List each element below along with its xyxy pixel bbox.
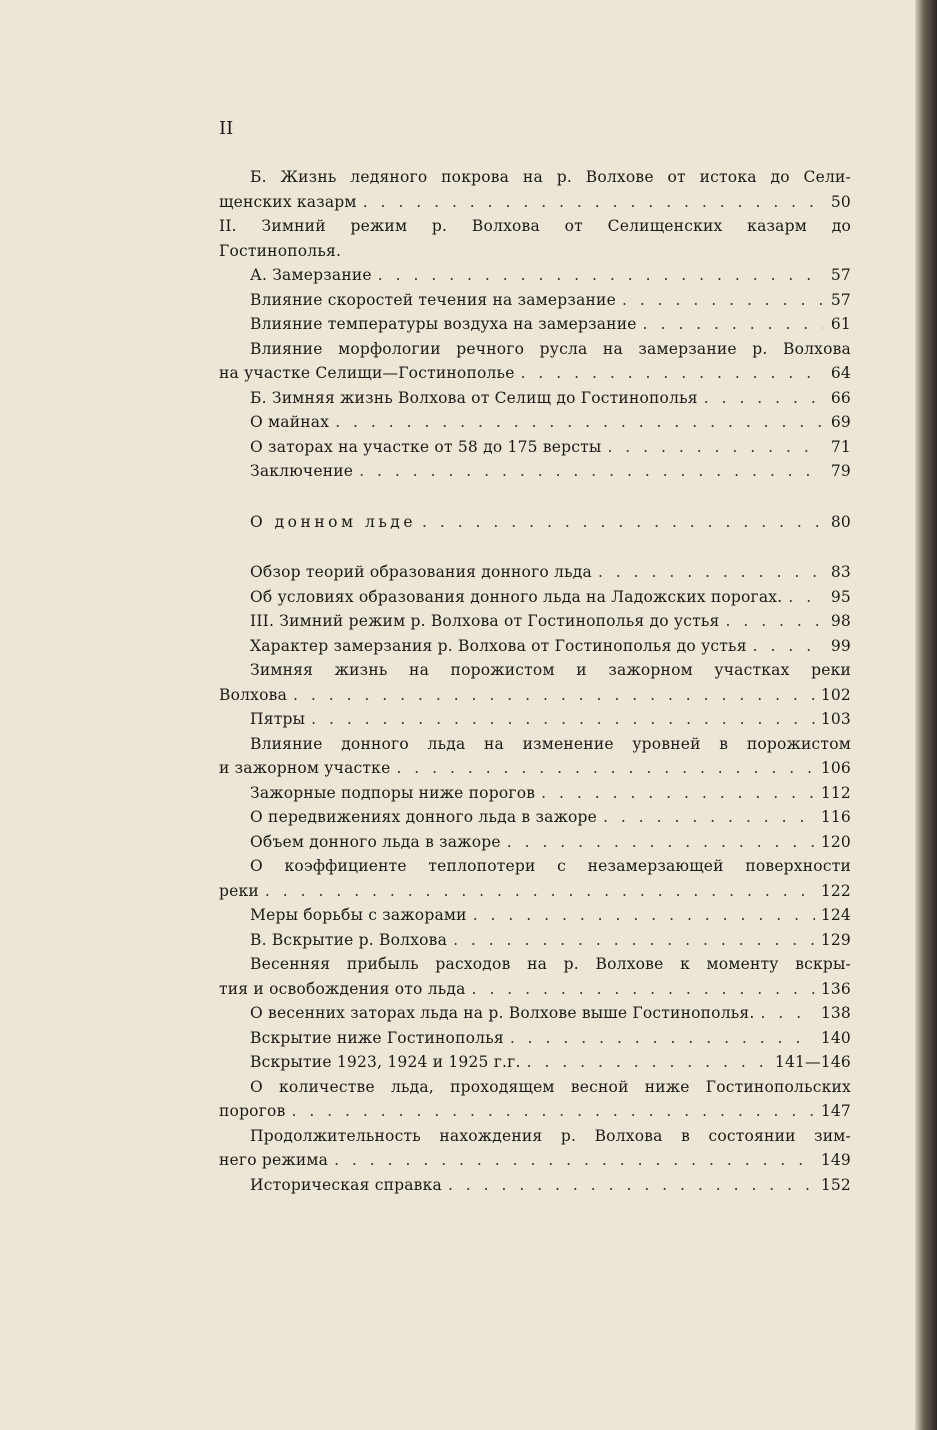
section-gap (219, 484, 851, 510)
dot-leader (311, 707, 815, 732)
toc-page-number: 99 (830, 636, 851, 655)
toc-entry (219, 658, 851, 707)
toc-entry (219, 263, 851, 288)
toc-entry-last-line (219, 830, 851, 855)
toc-entry-last-line (219, 190, 851, 215)
toc-entry-last-line (219, 386, 851, 411)
toc-entry (219, 1026, 851, 1051)
toc-entry-last-line (219, 707, 851, 732)
toc-entry (219, 165, 851, 214)
toc-entry (219, 1075, 851, 1124)
toc-page-number: 138 (820, 1004, 851, 1022)
toc-page-number: 50 (830, 192, 851, 211)
toc-entry-last-line (219, 928, 851, 953)
dot-leader (521, 361, 823, 386)
dot-leader (473, 903, 815, 928)
toc-entry (219, 585, 851, 610)
toc-entry-last-line (219, 1148, 851, 1173)
toc-entry-title: Характер замерзания р. Волхова от Гостинополья до устья (250, 636, 747, 655)
toc-entry (219, 1173, 851, 1198)
toc-page-number: 98 (830, 612, 851, 630)
dot-leader (510, 1026, 815, 1051)
toc-page-number: 149 (820, 1151, 851, 1169)
toc-entry-title: Об условиях образования донного льда на Ладожских порогах. (250, 587, 783, 606)
dot-leader (788, 585, 823, 610)
toc-entry-title: А. Замерзание (250, 266, 372, 284)
toc-page-number: 152 (820, 1175, 851, 1194)
toc-entry-title-line: Весенняя прибыль расходов на р. Волхове к моменту вскры- (250, 955, 851, 973)
dot-leader (472, 977, 815, 1002)
toc-entry-last-line (219, 435, 851, 460)
toc-entry (219, 781, 851, 806)
toc-entry-title-line: Б. Жизнь ледяного покрова на р. Волхове от истока до Сели- (250, 168, 851, 186)
dot-leader (541, 781, 815, 806)
toc-entry-last-line (219, 560, 851, 585)
toc-page-number: 141—146 (774, 1053, 851, 1071)
toc-entry-title: Влияние скоростей течения на замерзание (250, 290, 616, 309)
dot-leader (363, 190, 823, 215)
toc-entry-last-line (219, 459, 851, 484)
dot-leader (334, 1148, 815, 1173)
toc-page-number: 102 (820, 685, 851, 704)
toc-entry (219, 732, 851, 781)
toc-entry-title-line: Продолжительность нахождения р. Волхова в состоянии зим- (250, 1126, 851, 1145)
dot-leader (507, 830, 815, 855)
toc-page-number: 79 (830, 462, 851, 480)
toc-entry (219, 386, 851, 411)
toc-entry-title: Волхова (219, 685, 288, 704)
toc-entry-title: тия и освобождения ото льда (219, 979, 466, 998)
dot-leader (422, 510, 823, 535)
toc-entry-last-line (219, 361, 851, 386)
page-number: II (219, 118, 234, 139)
dot-leader (726, 609, 824, 634)
toc-entry (219, 510, 851, 535)
toc-entry-title: О майнах (250, 413, 330, 431)
dot-leader (293, 683, 815, 708)
toc-entry-title: Вскрытие 1923, 1924 и 1925 г.г. (250, 1053, 521, 1071)
toc-entry-last-line (219, 263, 851, 288)
toc-page-number: 83 (830, 563, 851, 581)
toc-entry-title-line: II. Зимний режим р. Волхова от Селищенских казарм до (219, 217, 851, 235)
dot-leader (335, 410, 823, 435)
toc-entry (219, 337, 851, 386)
toc-entry-title-line: О коэффициенте теплопотери с незамерзающей поверхности (250, 857, 851, 875)
toc-entry-title: В. Вскрытие р. Волхова (250, 930, 448, 949)
toc-entry (219, 805, 851, 830)
toc-page-number: 71 (830, 437, 851, 456)
toc-entry-last-line (219, 781, 851, 806)
toc-entry (219, 952, 851, 1001)
toc-entry-title-line: О количестве льда, проходящем весной ниже Гостинопольских (250, 1077, 851, 1096)
toc-entry-title: и зажорном участке (219, 759, 391, 777)
toc-entry (219, 288, 851, 313)
toc-entry-title: Влияние температуры воздуха на замерзание (250, 315, 637, 333)
toc-entry-title: Обзор теорий образования донного льда (250, 563, 592, 581)
dot-leader (598, 560, 823, 585)
toc-entry (219, 1124, 851, 1173)
toc-entry (219, 1001, 851, 1026)
dot-leader (607, 435, 823, 460)
toc-entry-last-line (219, 510, 851, 535)
dot-leader (292, 1099, 815, 1124)
toc-entry-title-line: Зимняя жизнь на порожистом и зажорном участках реки (250, 661, 851, 679)
toc-entry-title: О передвижениях донного льда в зажоре (250, 808, 598, 826)
dot-leader (753, 634, 823, 659)
toc-entry-title: Зажорные подпоры ниже порогов (250, 783, 536, 802)
toc-page-number: 124 (820, 906, 851, 924)
page-edge-shadow (915, 0, 937, 1430)
toc-entry-last-line (219, 977, 851, 1002)
toc-entry (219, 903, 851, 928)
toc-entry-last-line (219, 1099, 851, 1124)
toc-page-number: 129 (820, 930, 851, 949)
toc-entry-last-line (219, 683, 851, 708)
toc-entry-last-line (219, 1001, 851, 1026)
toc-entry-title: Историческая справка (250, 1175, 442, 1194)
dot-leader (396, 756, 814, 781)
toc-entry (219, 928, 851, 953)
toc-entry-last-line (219, 756, 851, 781)
toc-entry-title: Заключение (250, 462, 354, 480)
table-of-contents (219, 165, 851, 1197)
toc-entry (219, 609, 851, 634)
toc-entry (219, 410, 851, 435)
toc-entry-last-line (219, 288, 851, 313)
toc-entry-title: О весенних заторах льда на р. Волхове выше Гостинополья. (250, 1004, 755, 1022)
toc-entry (219, 560, 851, 585)
toc-entry-last-line (219, 903, 851, 928)
dot-leader (761, 1001, 815, 1026)
toc-entry (219, 707, 851, 732)
toc-page-number: 106 (820, 759, 851, 777)
toc-entry-last-line (219, 1050, 851, 1075)
toc-page-number: 95 (830, 587, 851, 606)
dot-leader (527, 1050, 769, 1075)
toc-page-number: 57 (830, 290, 851, 309)
toc-entry (219, 854, 851, 903)
toc-entry-last-line (219, 805, 851, 830)
toc-page-number: 80 (830, 512, 851, 531)
toc-entry-title: Меры борьбы с зажорами (250, 906, 467, 924)
toc-page-number: 61 (830, 315, 851, 333)
toc-page-number: 69 (830, 413, 851, 431)
toc-page-number: 122 (820, 881, 851, 900)
toc-entry-title: него режима (219, 1151, 329, 1169)
dot-leader (359, 459, 823, 484)
toc-entry-last-line (219, 410, 851, 435)
toc-entry-title-line: Влияние морфологии речного русла на замерзание р. Волхова (250, 339, 851, 358)
toc-entry-title-line: Гостинополья. (219, 241, 342, 260)
toc-page-number: 120 (820, 832, 851, 851)
toc-entry-title: реки (219, 881, 259, 900)
toc-entry-title: О заторах на участке от 58 до 175 версты (250, 437, 602, 456)
toc-entry-last-line (219, 585, 851, 610)
toc-entry-title: О донном льде (250, 512, 416, 531)
dot-leader (448, 1173, 815, 1198)
toc-page-number: 140 (820, 1028, 851, 1047)
toc-entry-title: на участке Селищи—Гостинополье (219, 364, 515, 382)
toc-entry-title: щенских казарм (219, 192, 357, 211)
toc-entry-title: порогов (219, 1102, 286, 1120)
toc-entry-last-line (219, 1173, 851, 1198)
toc-entry-title: III. Зимний режим р. Волхова от Гостинополья до устья (250, 612, 720, 630)
toc-entry (219, 214, 851, 263)
dot-leader (453, 928, 815, 953)
toc-entry-title-line: Влияние донного льда на изменение уровней в порожистом (250, 734, 851, 753)
toc-entry (219, 830, 851, 855)
dot-leader (378, 263, 823, 288)
toc-entry-last-line (219, 634, 851, 659)
toc-page-number: 64 (830, 364, 851, 382)
toc-page-number: 136 (820, 979, 851, 998)
toc-entry (219, 634, 851, 659)
toc-page-number: 66 (830, 388, 851, 407)
toc-page-number: 116 (820, 808, 851, 826)
toc-entry-last-line (219, 312, 851, 337)
toc-entry (219, 312, 851, 337)
toc-entry-title: Пятры (250, 710, 306, 728)
toc-entry-last-line (219, 609, 851, 634)
toc-page-number: 57 (830, 266, 851, 284)
section-gap (219, 534, 851, 560)
toc-entry-title: Б. Зимняя жизнь Волхова от Селищ до Гостинополья (250, 388, 698, 407)
toc-page-number: 112 (820, 783, 851, 802)
toc-entry-title: Объем донного льда в зажоре (250, 832, 501, 851)
toc-entry (219, 435, 851, 460)
toc-entry-last-line (219, 1026, 851, 1051)
dot-leader (643, 312, 823, 337)
toc-entry (219, 1050, 851, 1075)
dot-leader (622, 288, 823, 313)
toc-page-number: 103 (820, 710, 851, 728)
dot-leader (265, 879, 815, 904)
dot-leader (704, 386, 823, 411)
dot-leader (603, 805, 815, 830)
toc-entry (219, 459, 851, 484)
toc-entry-title: Вскрытие ниже Гостинополья (250, 1028, 504, 1047)
toc-page-number: 147 (820, 1102, 851, 1120)
toc-entry-last-line (219, 879, 851, 904)
